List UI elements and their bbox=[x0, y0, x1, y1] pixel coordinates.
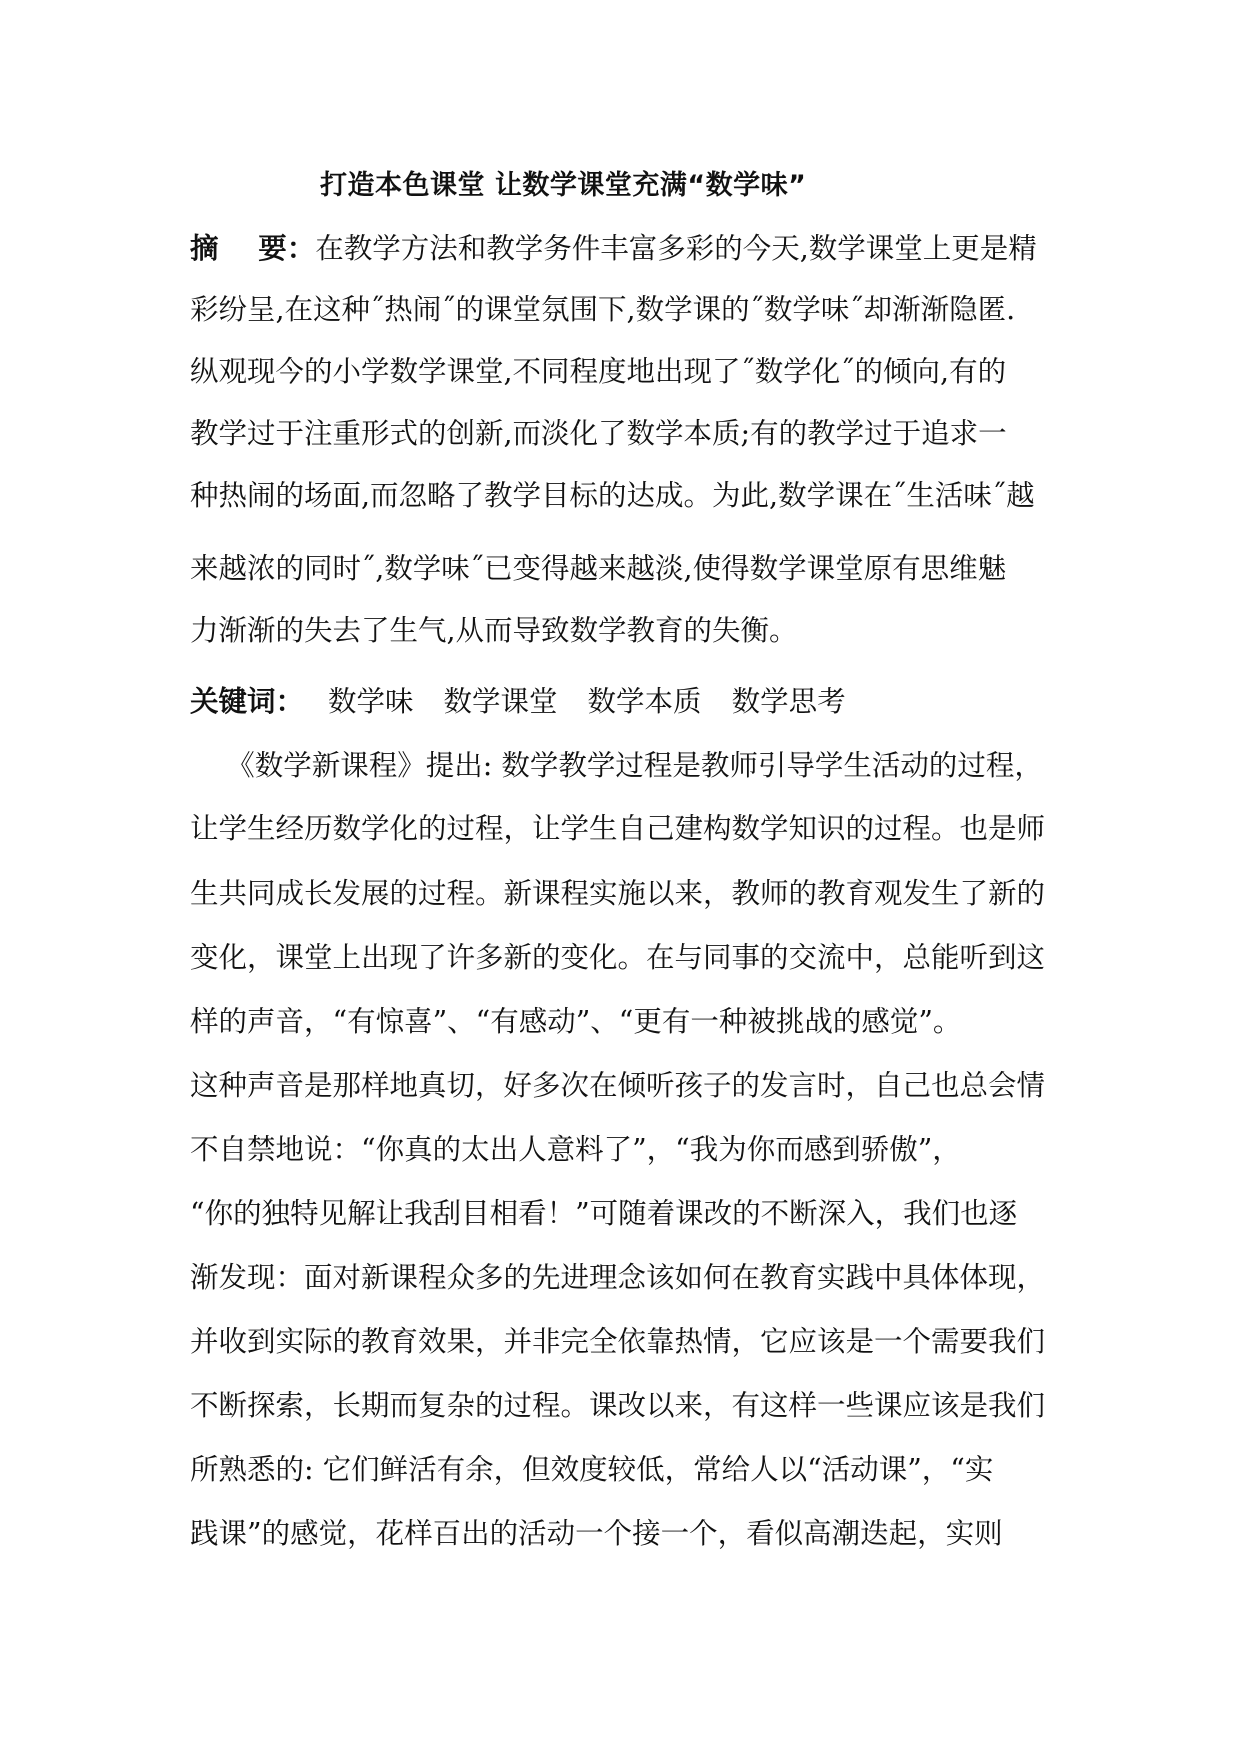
abstract-text-line: 力渐渐的失去了生气,从而导致数学教育的失衡。 bbox=[190, 614, 798, 647]
body-line: 这种声音是那样地真切，好多次在倾听孩子的发言时，自己也总会情 bbox=[190, 1069, 1046, 1102]
keyword: 数学味 bbox=[328, 685, 414, 718]
body-line: 渐发现：面对新课程众多的先进理念该如何在教育实践中具体体现， bbox=[190, 1261, 1046, 1294]
abstract-text-line: 教学过于注重形式的创新,而淡化了数学本质;有的教学过于追求一 bbox=[190, 417, 1007, 450]
body-line: 践课”的感觉，花样百出的活动一个接一个，看似高潮迭起，实则 bbox=[190, 1517, 1003, 1550]
body-line: 不自禁地说：“你真的太出人意料了”，“我为你而感到骄傲”， bbox=[190, 1133, 961, 1166]
body-line: 样的声音，“有惊喜”、“有感动”、“更有一种被挑战的感觉”。 bbox=[190, 1005, 962, 1038]
abstract-text-line: 纵观现今的小学数学课堂,不同程度地出现了˝数学化˝的倾向,有的 bbox=[190, 355, 1007, 388]
keyword: 数学课堂 bbox=[443, 685, 558, 718]
abstract-text-line: 彩纷呈,在这种˝热闹˝的课堂氛围下,数学课的˝数学味˝却渐渐隐匿. bbox=[190, 293, 1016, 326]
keywords-label: 关键词： bbox=[190, 685, 305, 718]
document-title: 打造本色课堂 让数学课堂充满“数学味” bbox=[320, 170, 807, 201]
abstract-text-line: 种热闹的场面,而忽略了教学目标的达成。为此,数学课在˝生活味˝越 bbox=[190, 479, 1035, 512]
keywords-row bbox=[190, 685, 876, 718]
body-line: 《数学新课程》提出: 数学教学过程是教师引导学生活动的过程， bbox=[190, 749, 1043, 782]
body-line: 所熟悉的: 它们鲜活有余，但效度较低，常给人以“活动课”，“实 bbox=[190, 1453, 994, 1486]
body-line: 让学生经历数学化的过程，让学生自己建构数学知识的过程。也是师 bbox=[190, 812, 1046, 845]
keyword: 数学思考 bbox=[731, 685, 846, 718]
abstract-line-1 bbox=[190, 232, 1037, 265]
body-line: 并收到实际的教育效果，并非完全依靠热情，它应该是一个需要我们 bbox=[190, 1325, 1046, 1358]
abstract-text-line: 在教学方法和教学务件丰富多彩的今天,数学课堂上更是精 bbox=[315, 232, 1037, 265]
body-line: 不断探索，长期而复杂的过程。课改以来，有这样一些课应该是我们 bbox=[190, 1389, 1046, 1422]
abstract-label: 摘 要： bbox=[190, 232, 316, 265]
body-line: “你的独特见解让我刮目相看！”可随着课改的不断深入，我们也逐 bbox=[190, 1197, 1018, 1230]
body-line: 生共同成长发展的过程。新课程实施以来，教师的教育观发生了新的 bbox=[190, 877, 1046, 910]
keyword: 数学本质 bbox=[587, 685, 702, 718]
body-line: 变化，课堂上出现了许多新的变化。在与同事的交流中，总能听到这 bbox=[190, 941, 1046, 974]
abstract-text-line: 来越浓的同时˝,数学味˝已变得越来越淡,使得数学课堂原有思维魅 bbox=[190, 552, 1007, 585]
